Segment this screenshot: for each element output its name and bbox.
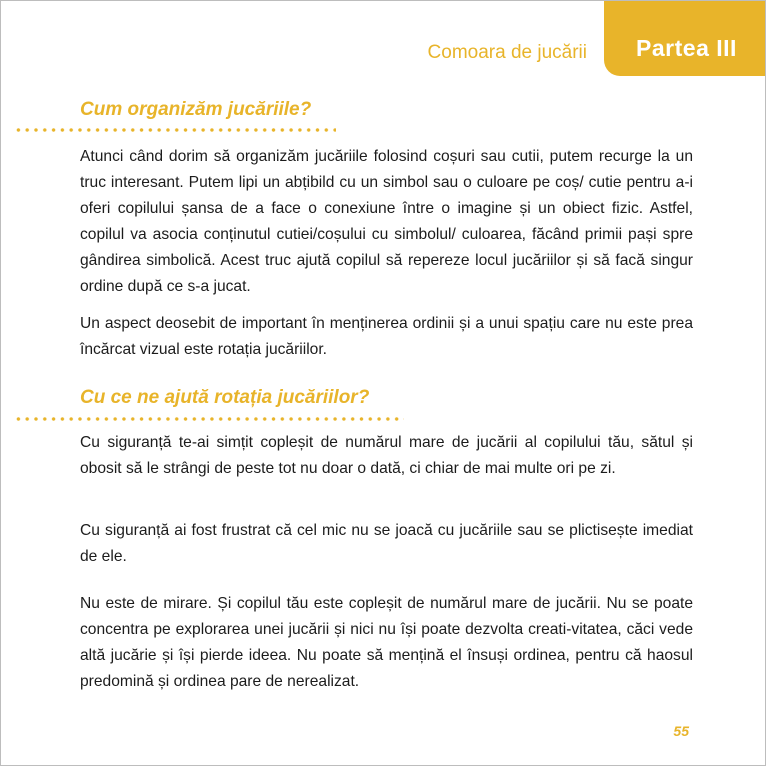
section-heading-organize: Cum organizăm jucăriile? (80, 99, 312, 120)
dotted-rule (14, 128, 336, 132)
paragraph: Atunci când dorim să organizăm jucăriile folosind coșuri sau cutii, putem recurge la un truc interesant. Putem lipi un abțibild cu un simbol sau o culoare pe coș/ cutie pentru a-i oferi copilului șansa de a face o conexiune între o imagine și un obiect fizic. Astfel, copilul va asocia conținutul cutiei/coșului cu simbolul/ culoarea, făcând primii pași spre gândirea simbolică. Acest truc ajută copilul să repereze locul jucăriilor și să facă singur ordine după ce s-a jucat. (80, 148, 693, 295)
running-title: Comoara de jucării (427, 42, 587, 63)
dotted-rule (14, 417, 404, 421)
part-tab: Partea III (604, 1, 766, 76)
paragraph: Un aspect deosebit de important în menținerea ordinii și a unui spațiu care nu este prea încărcat vizual este rotația jucăriilor. (80, 315, 693, 358)
paragraph: Cu siguranță te-ai simțit copleșit de numărul mare de jucării al copilului tău, sătul și obosit să le strângi de peste tot nu doar o dată, ci chiar de mai multe ori pe zi. (80, 434, 693, 477)
paragraph: Nu este de mirare. Și copilul tău este copleșit de numărul mare de jucării. Nu se poate concentra pe explorarea unei jucării și nici nu își poate dezvolta creati-vitatea, căci vede altă jucărie și își pierde ideea. Nu poate să mențină el însuși ordinea, pentru că haosul predomină și ordinea pare de nerealizat. (80, 595, 693, 690)
paragraph: Cu siguranță ai fost frustrat că cel mic nu se joacă cu jucăriile sau se plictisește imediat de ele. (80, 522, 693, 565)
page-number: 55 (673, 723, 689, 739)
section-heading-rotation: Cu ce ne ajută rotația jucăriilor? (80, 387, 370, 408)
